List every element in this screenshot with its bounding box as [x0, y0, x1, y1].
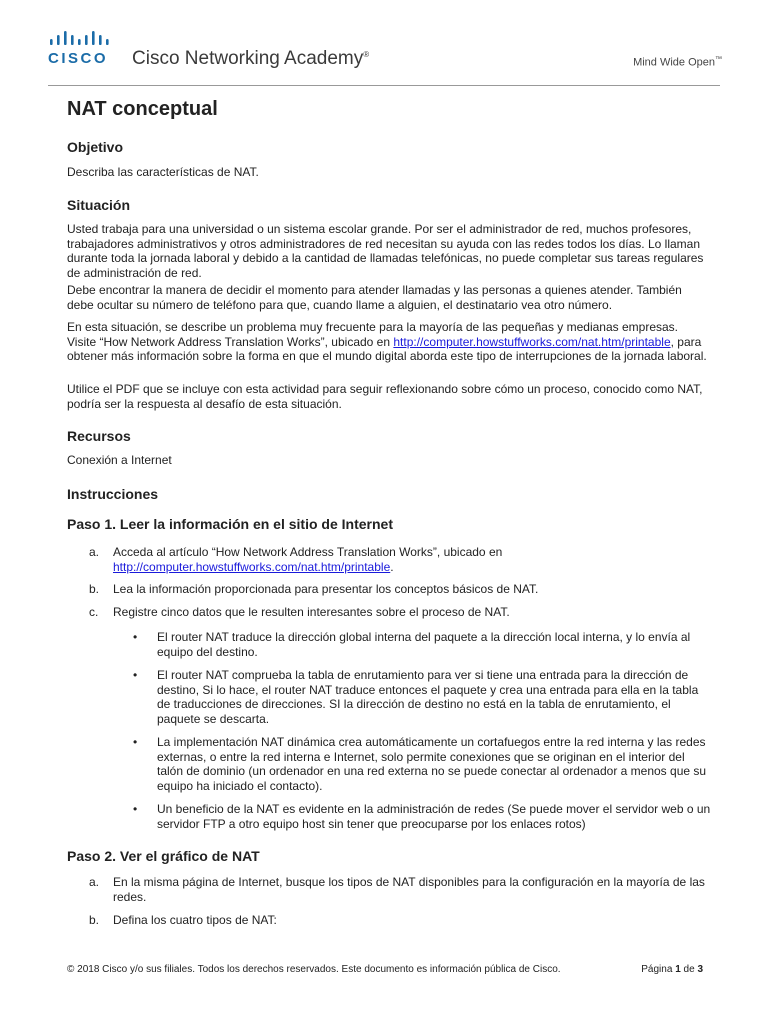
situacion-paragraph-1: Usted trabaja para una universidad o un sistema escolar grande. Por ser el administrador de red, muchos profesores, trabajadores administrativos y otros administradores de red necesitan su ayuda con las redes todos los días. Lo llaman durante toda la jornada laboral y debido a la cantidad de llamadas telefónicas, no puede completar sus tareas regulares de administración de red. — [67, 222, 704, 280]
page-title: NAT conceptual — [67, 98, 218, 120]
header-divider — [48, 85, 720, 86]
situacion-paragraph-3 — [67, 320, 707, 364]
page-current: 1 — [675, 964, 681, 975]
howstuffworks-link-2[interactable]: http://computer.howstuffworks.com/nat.htm/printable — [113, 559, 391, 574]
page-header — [0, 0, 768, 84]
item-label: b. — [89, 582, 100, 596]
bullet-icon: • — [133, 630, 138, 644]
registered-mark: ® — [363, 50, 370, 59]
item-label: a. — [89, 545, 100, 559]
trademark-mark: ™ — [715, 56, 722, 63]
recursos-heading: Recursos — [67, 428, 131, 444]
bullet-icon: • — [133, 802, 138, 816]
item-text: Registre cinco datos que le resulten interesantes sobre el proceso de NAT. — [113, 605, 510, 619]
item-label: a. — [89, 875, 100, 889]
page-total: 3 — [697, 964, 703, 975]
objetivo-text: Describa las características de NAT. — [67, 165, 259, 179]
tagline — [633, 56, 722, 69]
item-text — [113, 545, 713, 574]
item-text: Defina los cuatro tipos de NAT: — [113, 913, 277, 927]
situacion-paragraph-2: Debe encontrar la manera de decidir el momento para atender llamadas y las personas a quienes atender. También debe ocultar su número de teléfono para que, cuando llame a alguien, el destinatario vea otro número. — [67, 283, 682, 312]
bullet-icon: • — [133, 668, 138, 682]
item-text: Lea la información proporcionada para presentar los conceptos básicos de NAT. — [113, 582, 539, 596]
cisco-wordmark: CISCO — [48, 50, 109, 67]
instrucciones-heading: Instrucciones — [67, 486, 159, 502]
cisco-logo — [48, 30, 114, 70]
bullet-text: El router NAT traduce la dirección global interna del paquete a la dirección local interna, y lo envía al equipo del destino. — [157, 630, 691, 659]
objetivo-heading: Objetivo — [67, 139, 124, 155]
p3-text-start: En esta situación, se describe un problema muy frecuente para la mayoría de las pequeñas y medianas empresas. Visite “How Network Address Translation Works”, ubicado en — [67, 320, 679, 349]
page-word: Página — [641, 964, 673, 975]
bullet-text: La implementación NAT dinámica crea automáticamente un cortafuegos entre la red interna y las redes externas, o entre la red interna e Internet, solo permite conexiones que se originan en el interior del talón de dominio (un ordenador en una red externa no se puede conectar al ordenador a menos que su equipo ha iniciado el contacto). — [157, 735, 707, 793]
page-of: de — [683, 964, 695, 975]
bullet-icon: • — [133, 735, 138, 749]
paso2-heading: Paso 2. Ver el gráfico de NAT — [67, 848, 260, 864]
item-a-text: Acceda al artículo “How Network Address Translation Works”, ubicado en — [113, 545, 503, 559]
howstuffworks-link[interactable]: http://computer.howstuffworks.com/nat.htm/printable — [393, 334, 671, 349]
academy-name-text: Cisco Networking Academy — [132, 48, 364, 69]
item-label: c. — [89, 605, 99, 619]
situacion-heading: Situación — [67, 197, 131, 213]
page-footer — [67, 964, 703, 975]
bullet-text: Un beneficio de la NAT es evidente en la administración de redes (Se puede mover el servidor web o un servidor FTP a otro equipo host sin tener que preocuparse por los enlaces rotos) — [157, 802, 711, 831]
page-number — [641, 964, 703, 975]
recursos-text: Conexión a Internet — [67, 453, 172, 467]
item-text: En la misma página de Internet, busque los tipos de NAT disponibles para la configuración en la mayoría de las redes. — [113, 875, 705, 904]
paso1-heading: Paso 1. Leer la información en el sitio de Internet — [67, 516, 393, 532]
copyright-text: © 2018 Cisco y/o sus filiales. Todos los derechos reservados. Este documento es información pública de Cisco. — [67, 964, 561, 975]
situacion-paragraph-4: Utilice el PDF que se incluye con esta actividad para seguir reflexionando sobre cómo un proceso, conocido como NAT, podría ser la respuesta al desafío de esta situación. — [67, 382, 703, 411]
bullet-text: El router NAT comprueba la tabla de enrutamiento para ver si tiene una entrada para la dirección de destino, Si lo hace, el router NAT traduce entonces el paquete y crea una entrada para ella en la tabla de traducciones de direcciones. SI la dirección de destino no está en la tabla de enrutamiento, el paquete se descarta. — [157, 668, 699, 726]
academy-name — [132, 48, 369, 70]
cisco-bars-icon — [48, 30, 114, 50]
tagline-text: Mind Wide Open — [633, 56, 715, 69]
p3-text-end: , para obtener más información sobre la forma en que el mundo digital aborda este tipo de interrupciones de la jornada laboral. — [67, 334, 707, 364]
item-a-end: . — [390, 559, 394, 574]
item-label: b. — [89, 913, 100, 927]
